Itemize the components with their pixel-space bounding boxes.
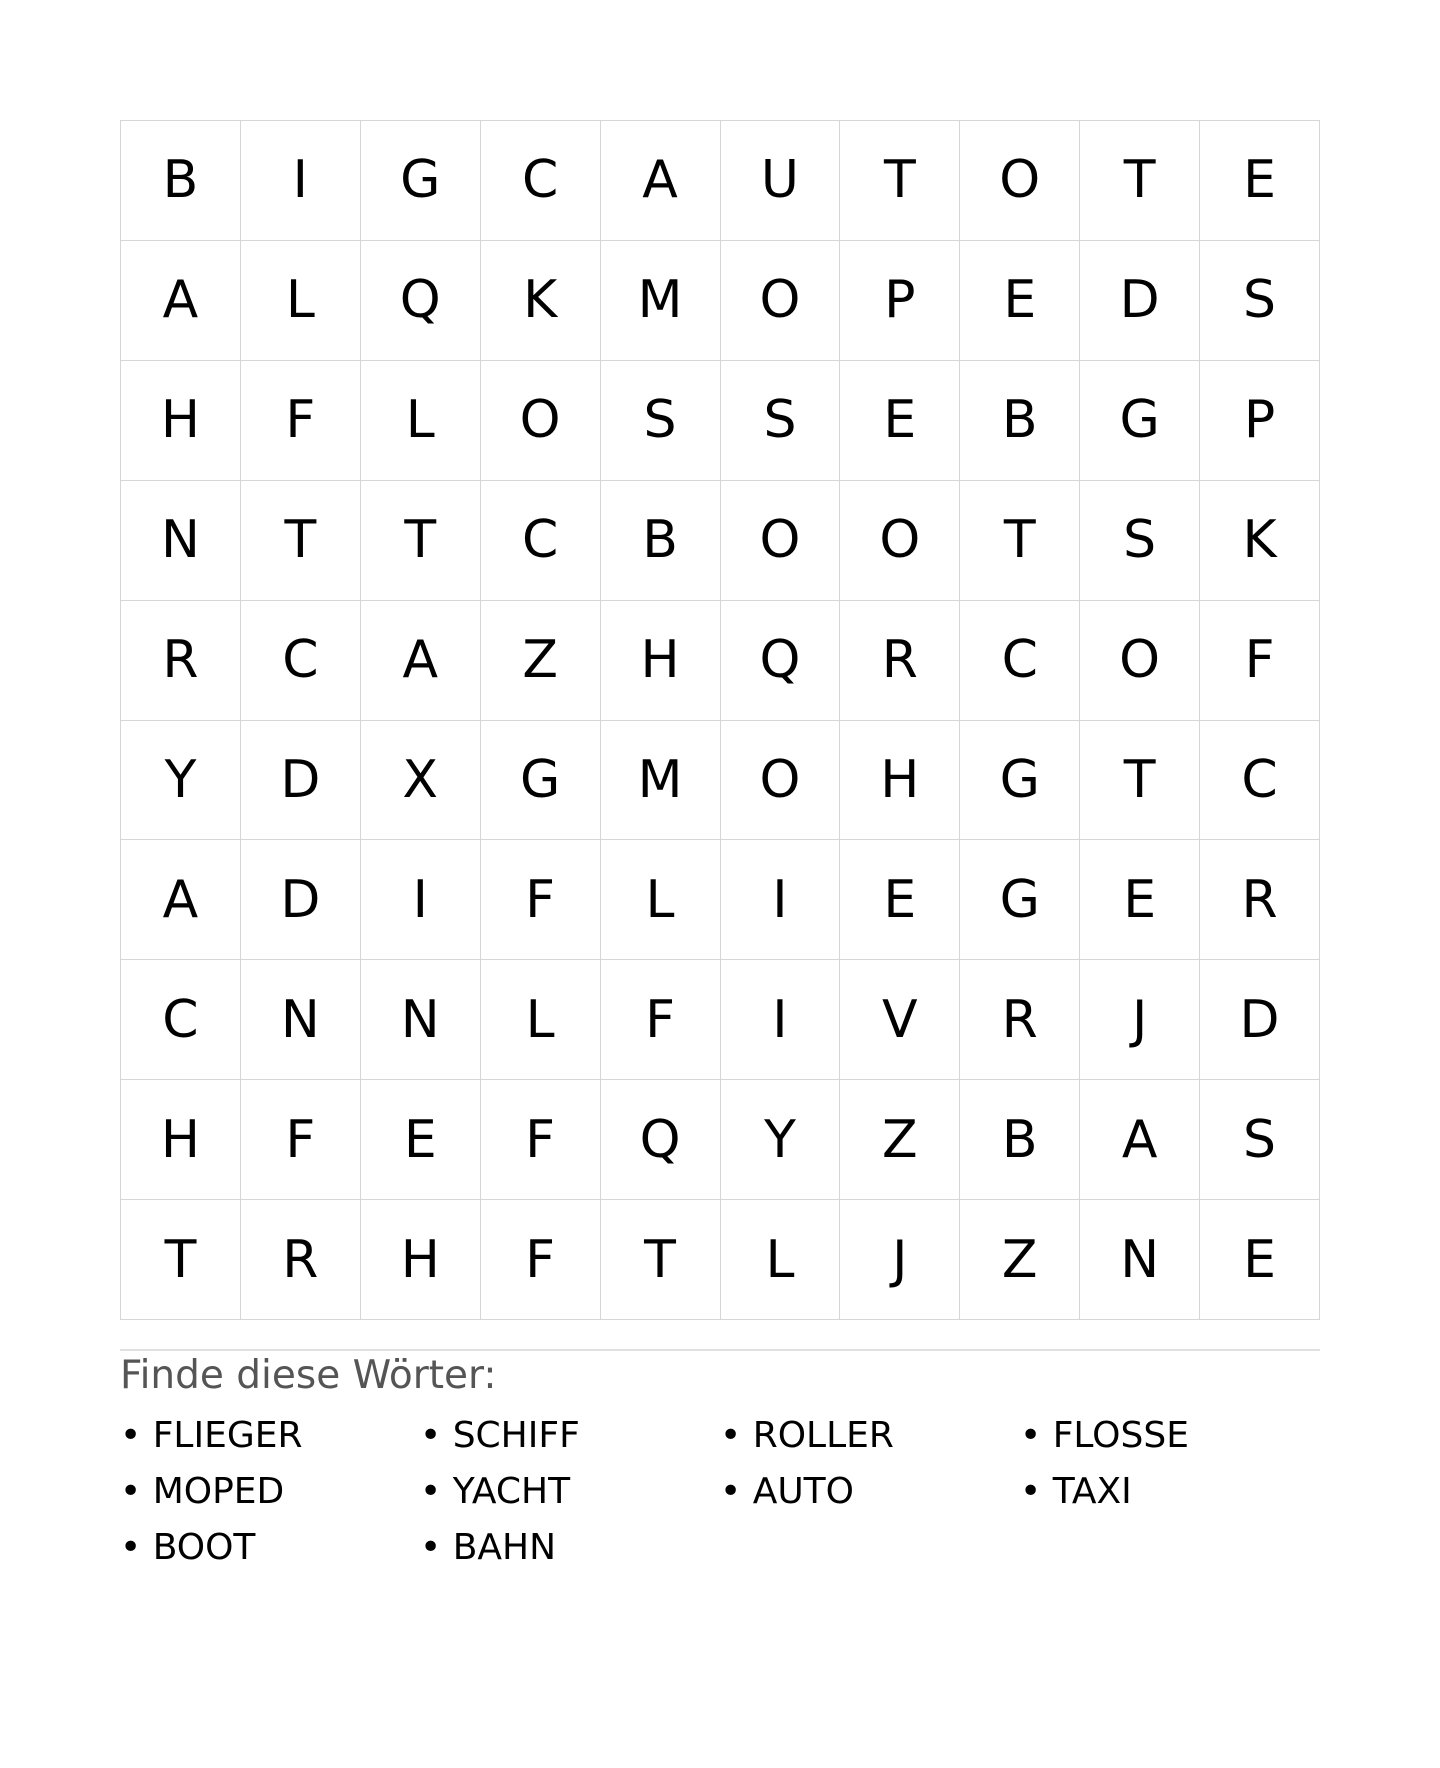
grid-cell[interactable]: N <box>1080 1200 1200 1320</box>
word-list-item <box>720 1414 1020 1470</box>
grid-cell[interactable]: L <box>721 1200 841 1320</box>
grid-cell[interactable]: T <box>840 121 960 241</box>
grid-cell[interactable]: O <box>840 481 960 601</box>
bullet: • <box>420 1415 442 1456</box>
grid-cell[interactable]: G <box>960 721 1080 841</box>
grid-cell[interactable]: O <box>721 481 841 601</box>
grid-cell[interactable]: C <box>481 481 601 601</box>
grid-cell[interactable]: A <box>601 121 721 241</box>
grid-cell[interactable]: C <box>960 601 1080 721</box>
bullet: • <box>420 1527 442 1568</box>
grid-cell[interactable]: I <box>361 840 481 960</box>
grid-cell[interactable]: G <box>361 121 481 241</box>
bullet: • <box>120 1415 142 1456</box>
grid-cell[interactable]: E <box>960 241 1080 361</box>
word-list <box>120 1414 1320 1582</box>
grid-cell[interactable]: M <box>601 721 721 841</box>
grid-cell[interactable]: T <box>601 1200 721 1320</box>
grid-cell[interactable]: F <box>481 1080 601 1200</box>
grid-cell[interactable]: P <box>1200 361 1320 481</box>
word-label: MOPED <box>152 1471 285 1512</box>
grid-cell[interactable]: H <box>840 721 960 841</box>
word-label: TAXI <box>1052 1471 1132 1512</box>
grid-cell[interactable]: A <box>361 601 481 721</box>
grid-cell[interactable]: C <box>481 121 601 241</box>
word-list-item <box>120 1470 420 1526</box>
grid-cell[interactable]: Q <box>601 1080 721 1200</box>
grid-cell[interactable]: N <box>121 481 241 601</box>
grid-cell[interactable]: T <box>1080 121 1200 241</box>
word-list-item <box>420 1470 720 1526</box>
word-list-title: Finde diese Wörter: <box>120 1353 497 1398</box>
grid-cell[interactable]: L <box>481 960 601 1080</box>
grid-cell[interactable]: E <box>361 1080 481 1200</box>
grid-cell[interactable]: M <box>601 241 721 361</box>
grid-cell[interactable]: K <box>1200 481 1320 601</box>
grid-cell[interactable]: C <box>241 601 361 721</box>
word-label: FLIEGER <box>152 1415 303 1456</box>
bullet: • <box>1020 1471 1042 1512</box>
divider <box>120 1349 1320 1351</box>
grid-cell[interactable]: H <box>121 361 241 481</box>
grid-cell[interactable]: C <box>1200 721 1320 841</box>
grid-cell[interactable]: S <box>1080 481 1200 601</box>
grid-cell[interactable]: N <box>361 960 481 1080</box>
grid-cell[interactable]: G <box>960 840 1080 960</box>
grid-cell[interactable]: T <box>121 1200 241 1320</box>
word-label: BAHN <box>452 1527 557 1568</box>
grid-cell[interactable]: F <box>1200 601 1320 721</box>
grid-cell[interactable]: E <box>840 361 960 481</box>
grid-cell[interactable]: O <box>721 721 841 841</box>
grid-cell[interactable]: D <box>241 840 361 960</box>
bullet: • <box>120 1527 142 1568</box>
word-list-item <box>1020 1414 1320 1470</box>
grid-cell[interactable]: R <box>840 601 960 721</box>
grid-cell[interactable]: X <box>361 721 481 841</box>
grid-cell[interactable]: B <box>960 361 1080 481</box>
grid-cell[interactable]: B <box>960 1080 1080 1200</box>
grid-cell[interactable]: S <box>1200 1080 1320 1200</box>
bullet: • <box>720 1471 742 1512</box>
grid-cell[interactable]: D <box>1200 960 1320 1080</box>
word-list-item <box>720 1470 1020 1526</box>
grid-cell[interactable]: L <box>241 241 361 361</box>
grid-cell[interactable]: Z <box>840 1080 960 1200</box>
grid-cell[interactable]: F <box>601 960 721 1080</box>
grid-cell[interactable]: D <box>241 721 361 841</box>
grid-cell[interactable]: E <box>1200 1200 1320 1320</box>
grid-cell[interactable]: Y <box>121 721 241 841</box>
grid-cell[interactable]: Z <box>960 1200 1080 1320</box>
grid-cell[interactable]: A <box>1080 1080 1200 1200</box>
grid-cell[interactable]: B <box>121 121 241 241</box>
grid-cell[interactable]: R <box>121 601 241 721</box>
word-list-item <box>420 1526 720 1582</box>
grid-cell[interactable]: T <box>1080 721 1200 841</box>
word-list-item <box>420 1414 720 1470</box>
grid-cell[interactable]: I <box>721 840 841 960</box>
word-label: BOOT <box>152 1527 256 1568</box>
grid-cell[interactable]: S <box>1200 241 1320 361</box>
grid-cell[interactable]: L <box>361 361 481 481</box>
grid-cell[interactable]: O <box>960 121 1080 241</box>
grid-cell[interactable]: Q <box>361 241 481 361</box>
grid-cell[interactable]: E <box>1200 121 1320 241</box>
grid-cell[interactable]: H <box>121 1080 241 1200</box>
grid-cell[interactable]: O <box>721 241 841 361</box>
grid-cell[interactable]: T <box>241 481 361 601</box>
grid-cell[interactable]: C <box>121 960 241 1080</box>
grid-cell[interactable]: E <box>840 840 960 960</box>
bullet: • <box>420 1471 442 1512</box>
grid-cell[interactable]: B <box>601 481 721 601</box>
grid-cell[interactable]: Q <box>721 601 841 721</box>
grid-cell[interactable]: F <box>241 361 361 481</box>
grid-cell[interactable]: A <box>121 840 241 960</box>
grid-cell[interactable]: Z <box>481 601 601 721</box>
grid-cell[interactable]: F <box>481 840 601 960</box>
grid-cell[interactable]: H <box>361 1200 481 1320</box>
word-label: FLOSSE <box>1052 1415 1189 1456</box>
word-label: ROLLER <box>752 1415 894 1456</box>
grid-cell[interactable]: L <box>601 840 721 960</box>
word-list-item <box>120 1414 420 1470</box>
grid-cell[interactable]: T <box>361 481 481 601</box>
bullet: • <box>720 1415 742 1456</box>
word-label: AUTO <box>752 1471 854 1512</box>
grid-cell[interactable]: J <box>1080 960 1200 1080</box>
grid-cell[interactable]: I <box>721 960 841 1080</box>
grid-cell[interactable]: I <box>241 121 361 241</box>
grid-cell[interactable]: D <box>1080 241 1200 361</box>
grid-cell[interactable]: G <box>1080 361 1200 481</box>
grid-cell[interactable]: O <box>481 361 601 481</box>
word-label: YACHT <box>452 1471 571 1512</box>
grid-cell[interactable]: R <box>241 1200 361 1320</box>
grid-cell[interactable]: K <box>481 241 601 361</box>
word-search-grid <box>120 120 1320 1320</box>
grid-cell[interactable]: O <box>1080 601 1200 721</box>
grid-cell[interactable]: E <box>1080 840 1200 960</box>
word-list-item <box>1020 1470 1320 1526</box>
grid-cell[interactable]: S <box>721 361 841 481</box>
grid-cell[interactable]: U <box>721 121 841 241</box>
bullet: • <box>120 1471 142 1512</box>
grid-cell[interactable]: Y <box>721 1080 841 1200</box>
grid-cell[interactable]: N <box>241 960 361 1080</box>
grid-cell[interactable]: J <box>840 1200 960 1320</box>
grid-cell[interactable]: F <box>481 1200 601 1320</box>
word-label: SCHIFF <box>452 1415 580 1456</box>
grid-cell[interactable]: F <box>241 1080 361 1200</box>
grid-cell[interactable]: A <box>121 241 241 361</box>
grid-cell[interactable]: V <box>840 960 960 1080</box>
word-list-item <box>120 1526 420 1582</box>
bullet: • <box>1020 1415 1042 1456</box>
grid-cell[interactable]: R <box>960 960 1080 1080</box>
grid-cell[interactable]: G <box>481 721 601 841</box>
grid-cell[interactable]: P <box>840 241 960 361</box>
grid-cell[interactable]: H <box>601 601 721 721</box>
grid-cell[interactable]: S <box>601 361 721 481</box>
grid-cell[interactable]: R <box>1200 840 1320 960</box>
grid-cell[interactable]: T <box>960 481 1080 601</box>
